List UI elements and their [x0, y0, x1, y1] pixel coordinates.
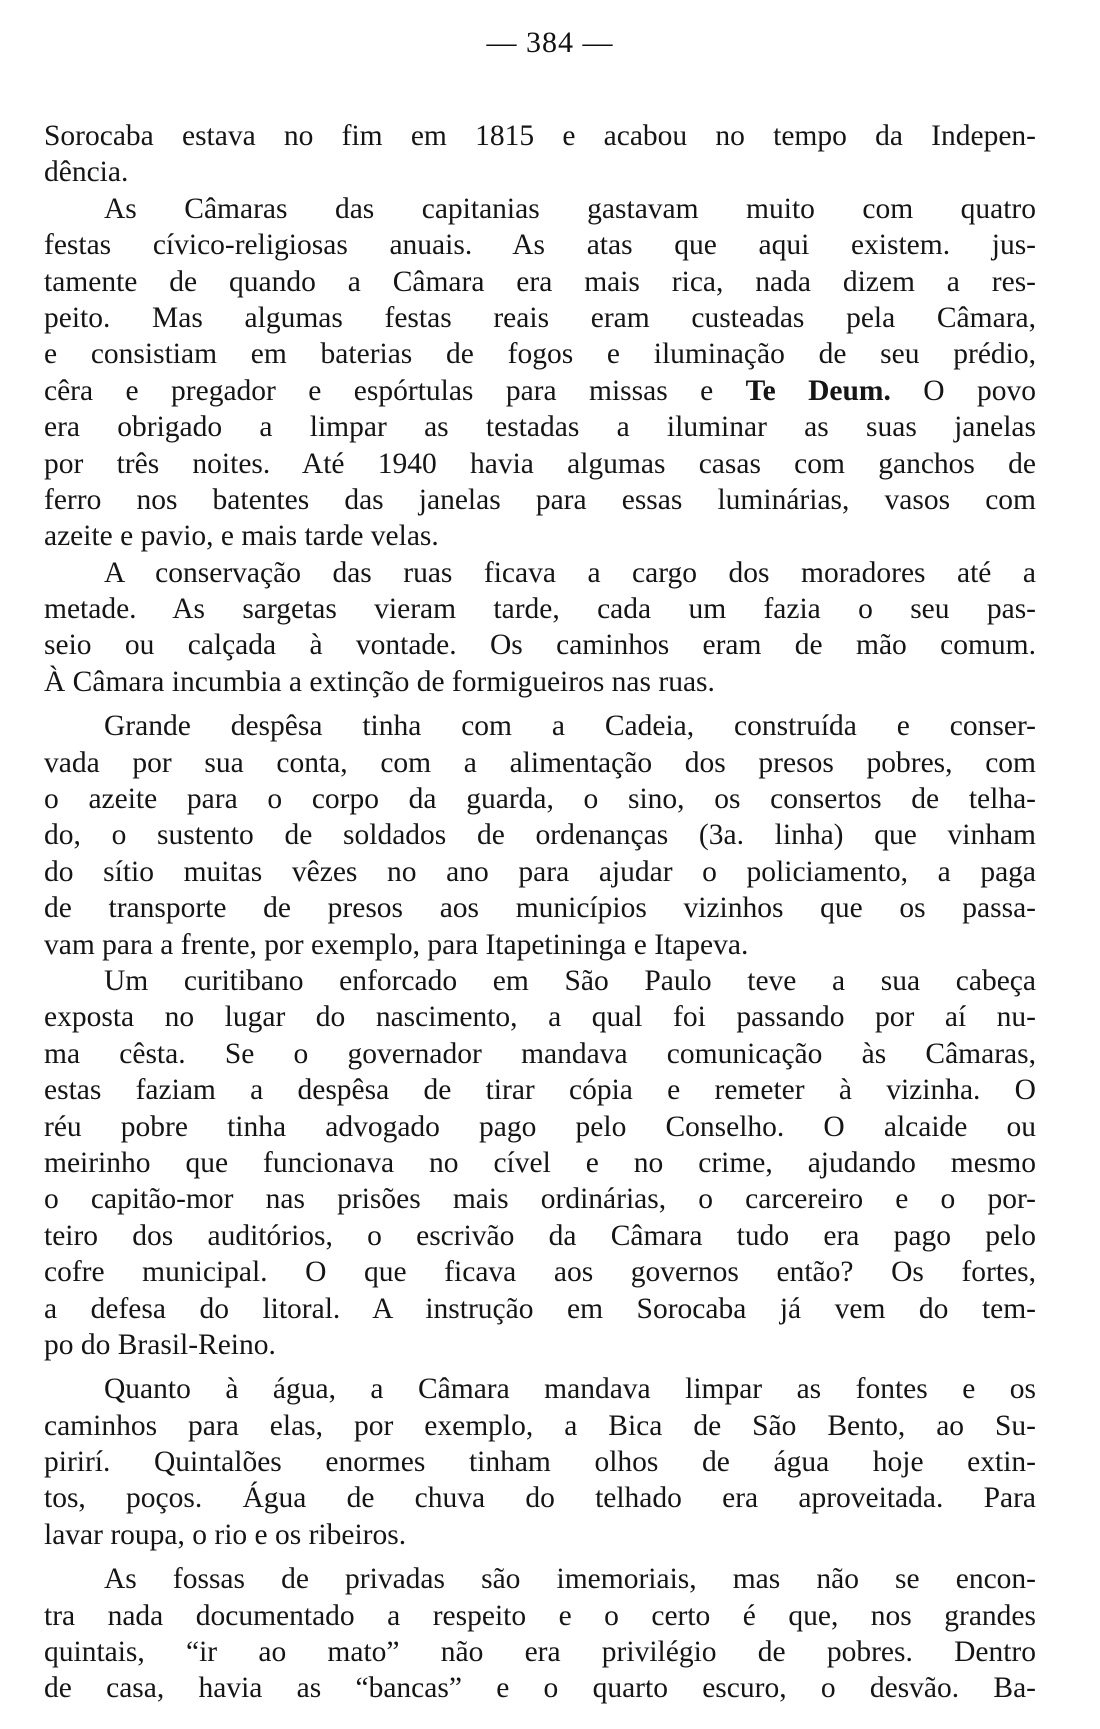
text-line: era obrigado a limpar as testadas a iluminar as suas janelas — [44, 411, 1036, 444]
text-line: vada por sua conta, com a alimentação dos presos pobres, com — [44, 746, 1036, 779]
paragraph — [44, 118, 1036, 191]
text-line: o capitão-mor nas prisões mais ordinárias, o carcereiro e o por- — [44, 1183, 1036, 1216]
paragraph — [44, 708, 1036, 963]
text-line: tos, poços. Água de chuva do telhado era aproveitada. Para — [44, 1482, 1036, 1515]
text-line: As fossas de privadas são imemoriais, mas não se encon- — [104, 1563, 1036, 1596]
text-line: por três noites. Até 1940 havia algumas casas com ganchos de — [44, 447, 1036, 480]
text-line: dência. — [44, 156, 129, 189]
text-line: a defesa do litoral. A instrução em Sorocaba já vem do tem- — [44, 1292, 1036, 1325]
page-number: — 384 — — [486, 26, 614, 59]
text-line: tra nada documentado a respeito e o certo é que, nos grandes — [44, 1599, 1036, 1632]
text-line: A conservação das ruas ficava a cargo dos moradores até a — [104, 556, 1036, 589]
paragraph — [44, 963, 1036, 1363]
text-line: meirinho que funcionava no cível e no crime, ajudando mesmo — [44, 1146, 1036, 1179]
body-text — [44, 118, 1036, 1707]
text-line: ma cêsta. Se o governador mandava comunicação às Câmaras, — [44, 1037, 1036, 1070]
text-line: azeite e pavio, e mais tarde velas. — [44, 520, 439, 553]
text-line: teiro dos auditórios, o escrivão da Câmara tudo era pago pelo — [44, 1219, 1036, 1252]
text-line: Quanto à água, a Câmara mandava limpar as fontes e os — [104, 1373, 1036, 1406]
text-line: quintais, “ir ao mato” não era privilégio de pobres. Dentro — [44, 1636, 1036, 1669]
text-line-mixed — [44, 373, 1036, 409]
text-line: exposta no lugar do nascimento, a qual foi passando por aí nu- — [44, 1001, 1036, 1034]
text-line: metade. As sargetas vieram tarde, cada um fazia o seu pas- — [44, 593, 1036, 626]
text-line: caminhos para elas, por exemplo, a Bica de São Bento, ao Su- — [44, 1409, 1036, 1442]
text-line: ferro nos batentes das janelas para essas luminárias, vasos com — [44, 483, 1036, 516]
text-run: O povo — [890, 374, 1036, 407]
text-line: Grande despêsa tinha com a Cadeia, construída e conser- — [104, 710, 1036, 743]
text-line: de transporte de presos aos municípios vizinhos que os passa- — [44, 892, 1036, 925]
text-line: po do Brasil-Reino. — [44, 1328, 276, 1361]
text-line: do, o sustento de soldados de ordenanças (3a. linha) que vinham — [44, 819, 1036, 852]
text-line: Sorocaba estava no fim em 1815 e acabou no tempo da Indepen- — [44, 120, 1036, 152]
text-line: do sítio muitas vêzes no ano para ajudar o policiamento, a paga — [44, 855, 1036, 888]
text-line: de casa, havia as “bancas” e o quarto escuro, o desvão. Ba- — [44, 1672, 1036, 1705]
text-line: tamente de quando a Câmara era mais rica, nada dizem a res- — [44, 265, 1036, 298]
text-line: Um curitibano enforcado em São Paulo teve a sua cabeça — [104, 964, 1036, 997]
text-line: As Câmaras das capitanias gastavam muito com quatro — [104, 192, 1036, 225]
text-line: seio ou calçada à vontade. Os caminhos eram de mão comum. — [44, 629, 1036, 662]
text-run: cêra e pregador e espórtulas para missas e — [44, 374, 746, 407]
paragraph — [44, 191, 1036, 555]
text-line: festas cívico-religiosas anuais. As atas que aqui existem. jus- — [44, 229, 1036, 262]
bold-phrase: Te Deum. — [745, 374, 891, 407]
paragraph — [44, 1371, 1036, 1553]
text-line: vam para a frente, por exemplo, para Itapetininga e Itapeva. — [44, 928, 749, 961]
text-line: lavar roupa, o rio e os ribeiros. — [44, 1518, 407, 1551]
paragraph — [44, 555, 1036, 701]
text-line: réu pobre tinha advogado pago pelo Conselho. O alcaide ou — [44, 1110, 1036, 1143]
text-line: pirirí. Quintalões enormes tinham olhos de água hoje extin- — [44, 1446, 1036, 1479]
text-line: cofre municipal. O que ficava aos governos então? Os fortes, — [44, 1256, 1036, 1289]
text-line: estas faziam a despêsa de tirar cópia e remeter à vizinha. O — [44, 1074, 1036, 1107]
text-line: À Câmara incumbia a extinção de formigueiros nas ruas. — [44, 665, 715, 698]
paragraph — [44, 1561, 1036, 1707]
text-line: peito. Mas algumas festas reais eram custeadas pela Câmara, — [44, 301, 1036, 334]
text-line: o azeite para o corpo da guarda, o sino, os consertos de telha- — [44, 783, 1036, 816]
text-line: e consistiam em baterias de fogos e iluminação de seu prédio, — [44, 338, 1036, 371]
